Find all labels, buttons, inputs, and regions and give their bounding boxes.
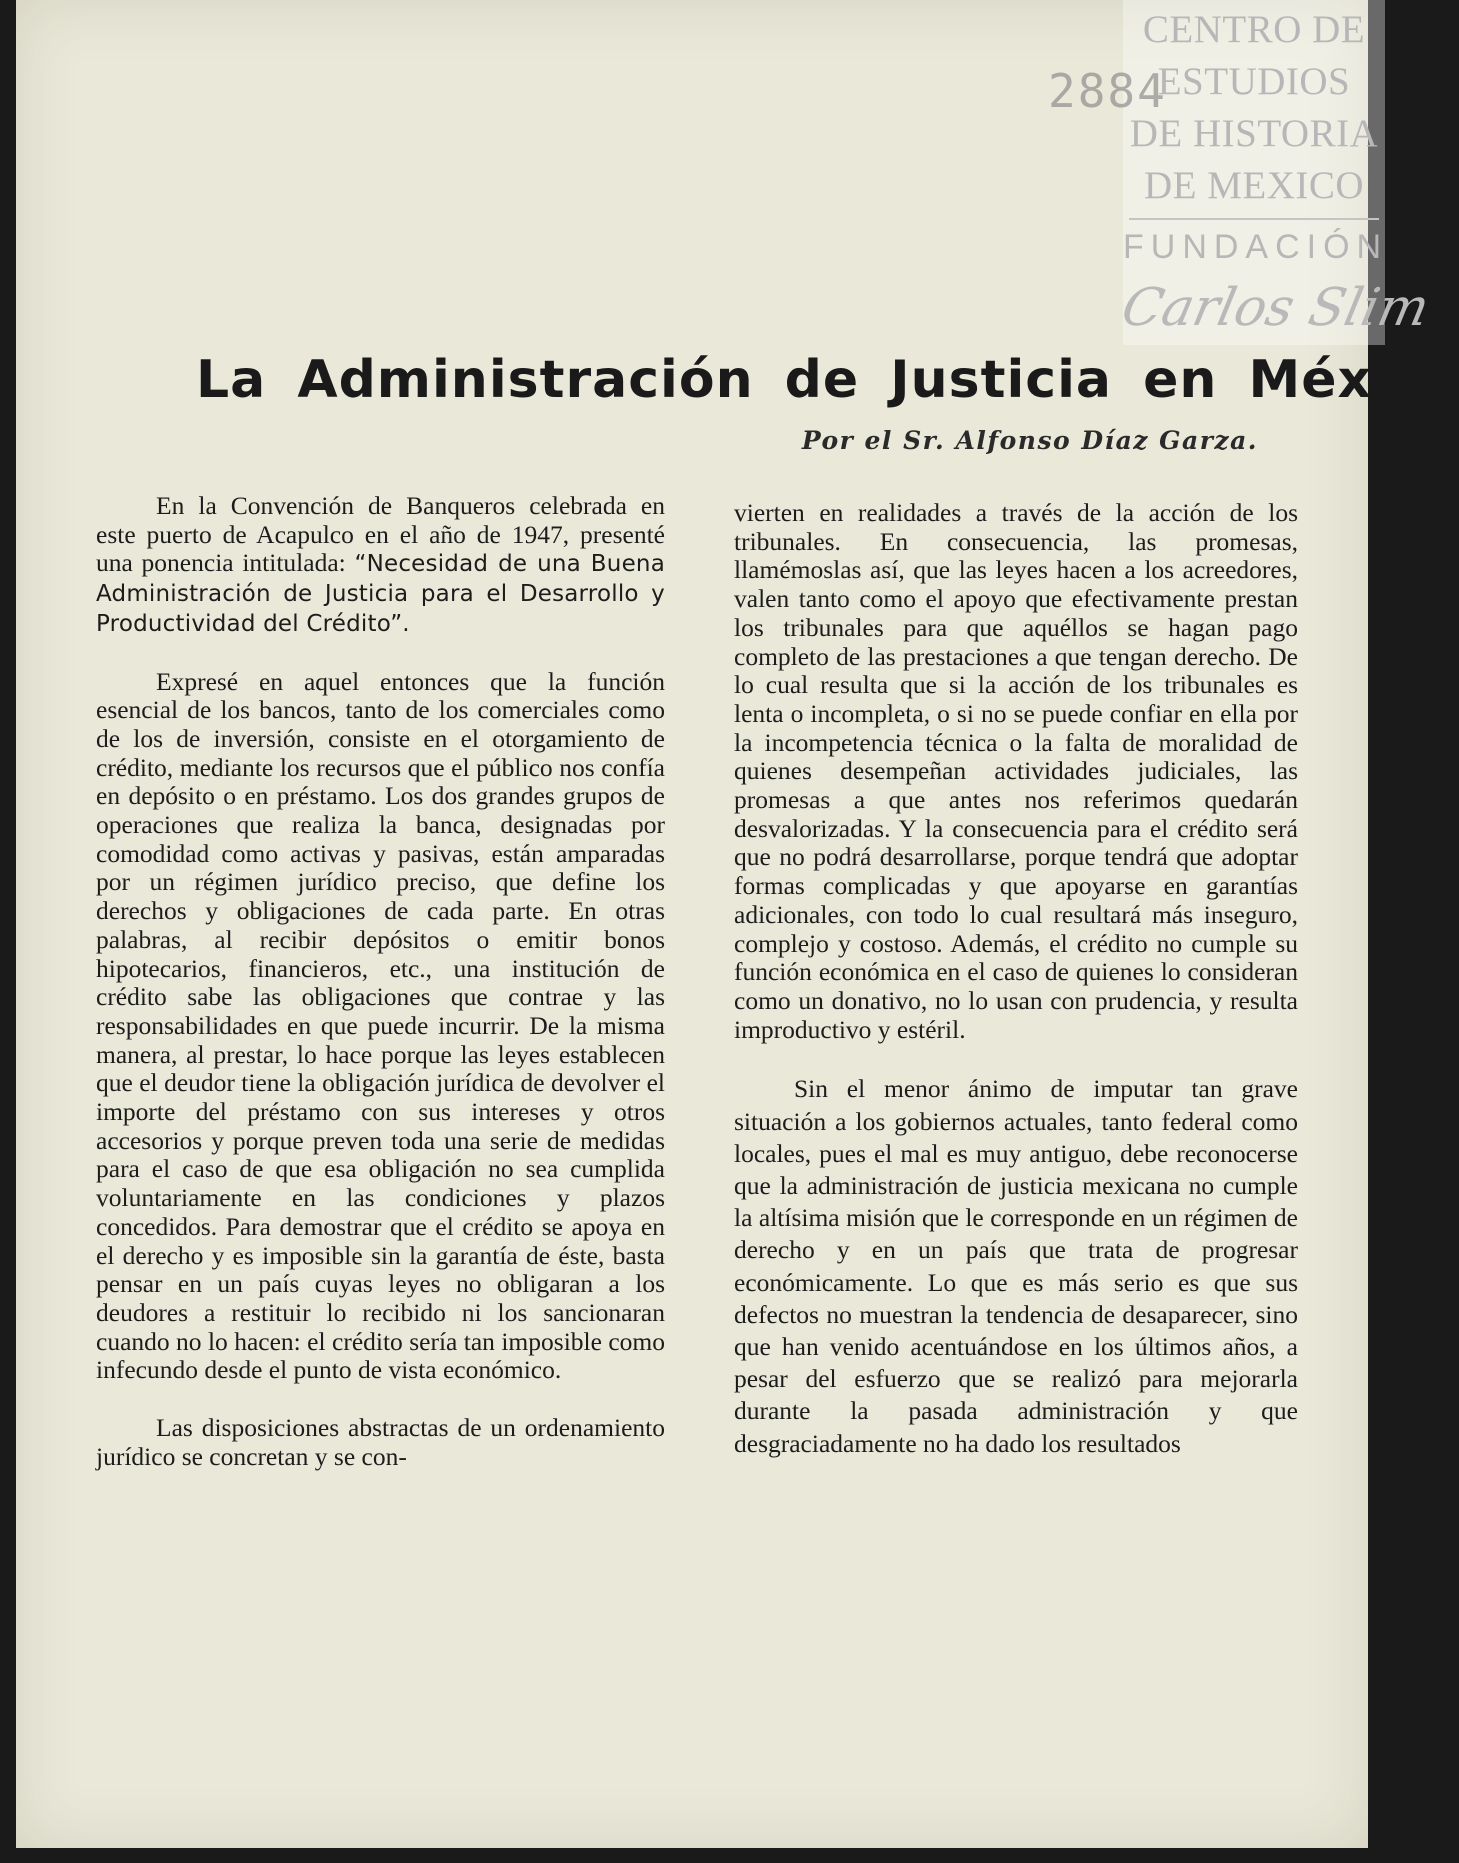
left-column bbox=[96, 492, 665, 1501]
left-paragraph-2: Expresé en aquel entonces que la función esencial de los bancos, tanto de los comerciales como de los de inversión, consiste en el otorgamiento de crédito, mediante los recursos que el público nos confía en depósito o en préstamo. Los dos grandes grupos de operaciones que realiza la banca, designadas por comodidad como activas y pasivas, están amparadas por un régimen jurídico preciso, que define los derechos y obligaciones de cada parte. En otras palabras, al recibir depósitos o emitir bonos hipotecarios, financieros, etc., una institución de crédito sabe las obligaciones que contrae y las responsabilidades en que puede incurrir. De la misma manera, al prestar, lo hace porque las leyes establecen que el deudor tiene la obligación jurídica de devolver el importe del préstamo con sus intereses y otros accesorios y porque preven toda una serie de medidas para el caso de que esa obligación no sea cumplida voluntariamente en las condiciones y plazos concedidos. Para demostrar que el crédito se apoya en el derecho y es imposible sin la garantía de éste, basta pensar en un país cuyas leyes no obligaran a los deudores a restituir lo recibido ni los sancionaran cuando no lo hacen: el crédito sería tan imposible como infecundo desde el punto de vista económico. bbox=[96, 666, 665, 1385]
catalog-number: 2884 bbox=[1048, 64, 1167, 118]
stamp-line-2: ESTUDIOS bbox=[1157, 60, 1351, 103]
right-paragraph-1: vierten en realidades a través de la acción de los tribunales. En consecuencia, las promesas, llamémoslas así, que las leyes hacen a los acreedores, valen tanto como el apoyo que efectivamente prestan los tribunales para que aquéllos se hagan pago completo de las prestaciones a que tengan derecho. De lo cual resulta que si la acción de los tribunales es lenta o incompleta, o si no se puede confiar en ella por la incompetencia técnica o la falta de moralidad de quienes desempeñan actividades judiciales, las promesas a que antes nos referimos quedarán desvalorizadas. Y la consecuencia para el crédito será que no podrá desarrollarse, porque tendrá que adoptar formas complicadas y que apoyarse en garantías adicionales, con todo lo cual resultará más inseguro, complejo y costoso. Además, el crédito no cumple su función económica en el caso de quienes lo consideran como un donativo, no lo usan con prudencia, y resulta improductivo y estéril. bbox=[734, 498, 1298, 1044]
article-title: La Administración de Justicia en México bbox=[196, 350, 1459, 410]
article-byline: Por el Sr. Alfonso Díaz Garza. bbox=[801, 426, 1258, 455]
stamp-foundation: FUNDACIÓN bbox=[1123, 228, 1389, 266]
right-paragraph-2: Sin el menor ánimo de imputar tan grave situación a los gobiernos actuales, tanto federal como locales, pues el mal es muy antiguo, debe reconocerse que la administración de justicia mexicana no cumple la altísima misión que le corresponde en un régimen de derecho y en un país que trata de progresar económicamente. Lo que es más serio es que sus defectos no muestran la tendencia de desaparecer, sino que han venido acentuándose en los últimos años, a pesar del esfuerzo que se realizó para mejorarla durante la pasada administración y que desgraciadamente no ha dado los resultados bbox=[734, 1074, 1298, 1458]
stamp-signature: Carlos Slim bbox=[1116, 278, 1435, 338]
stamp-line-1: CENTRO DE bbox=[1142, 8, 1366, 51]
archive-watermark-stamp bbox=[1116, 0, 1435, 345]
stamp-divider bbox=[1129, 218, 1379, 220]
left-paragraph-1 bbox=[96, 492, 665, 639]
ponencia-title: “Necesidad de una Buena Administración de Justicia para el Desarrollo y Productividad del Crédito”. bbox=[96, 551, 665, 637]
left-paragraph-1-text: En la Convención de Banqueros celebrada en este puerto de Acapulco en el año de 1947, presenté una ponencia intitulada: bbox=[96, 491, 665, 578]
magazine-page bbox=[16, 0, 1459, 1848]
right-column bbox=[734, 499, 1298, 1489]
stamp-line-4: DE MEXICO bbox=[1143, 164, 1365, 207]
left-paragraph-3: Las disposiciones abstractas de un ordenamiento jurídico se concretan y se con- bbox=[96, 1413, 665, 1471]
stamp-line-3: DE HISTORIA bbox=[1129, 112, 1379, 155]
